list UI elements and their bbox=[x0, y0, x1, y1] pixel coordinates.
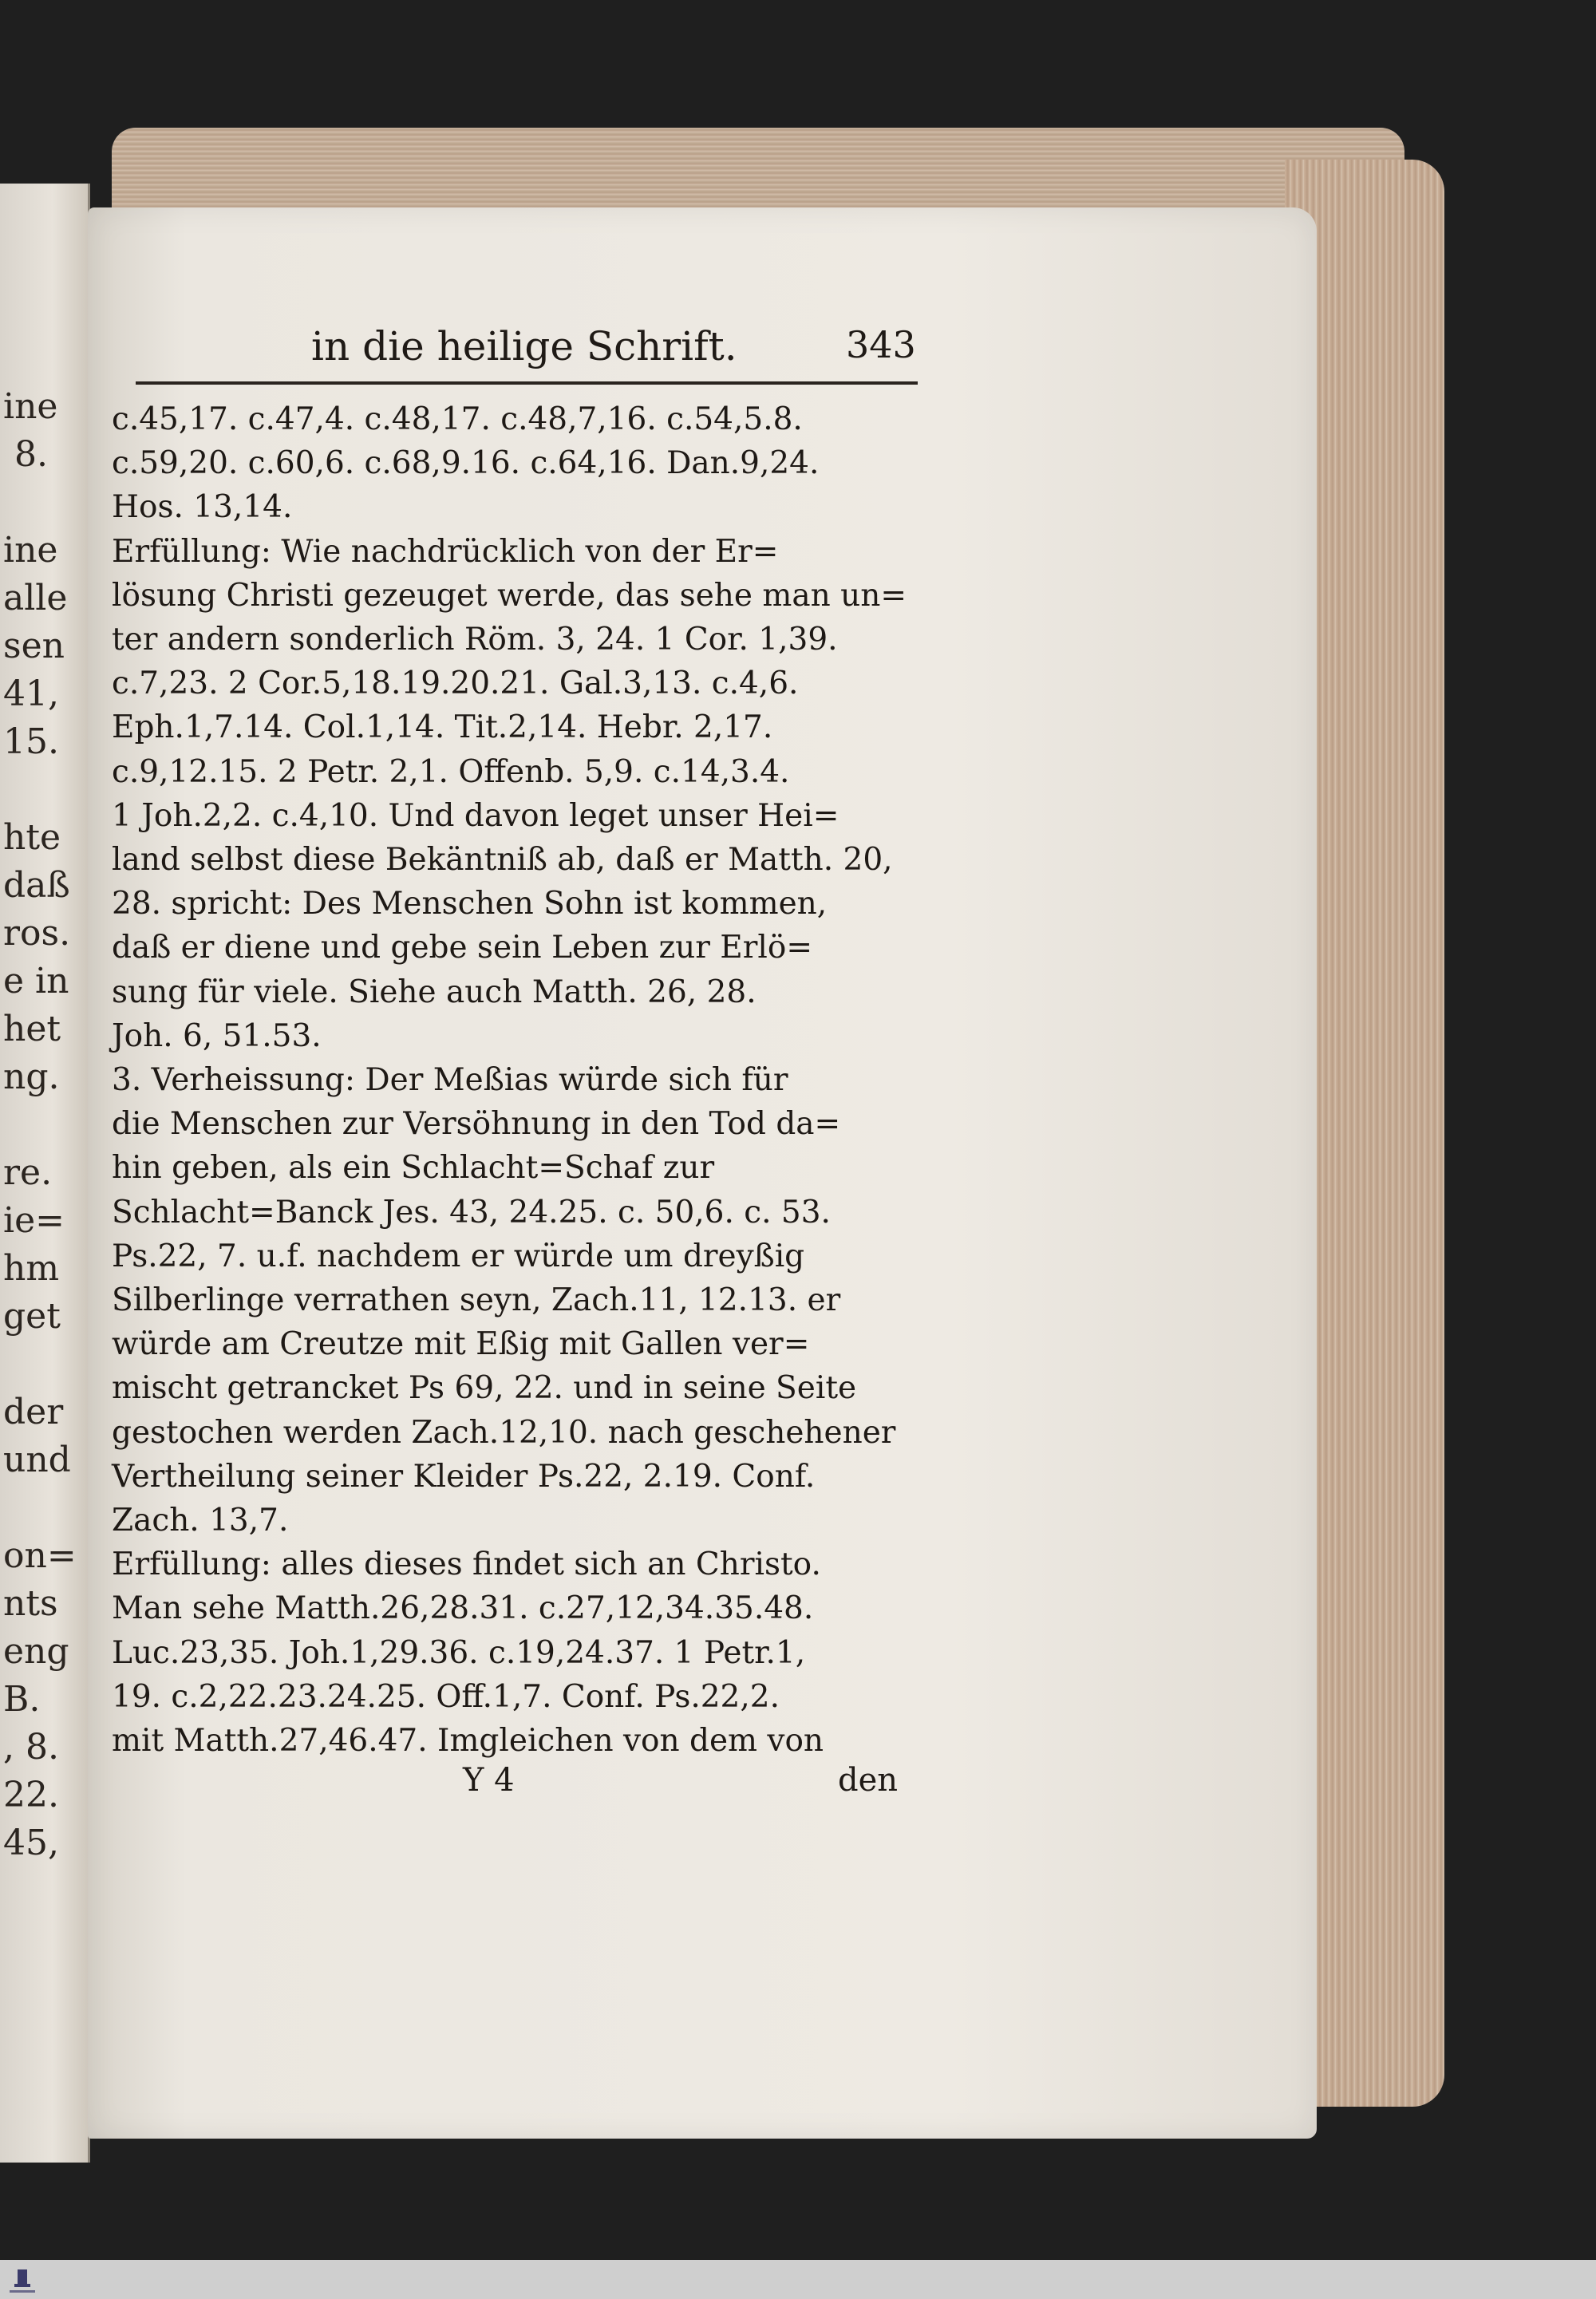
page-number: 343 bbox=[846, 323, 916, 366]
running-title: in die heilige Schrift. bbox=[311, 323, 737, 369]
page-footer bbox=[112, 1762, 910, 1810]
left-page-fragment bbox=[0, 1341, 88, 1388]
text-line: gestochen werden Zach.12,10. nach geschehener bbox=[112, 1414, 896, 1451]
left-page-fragment: , 8. bbox=[3, 1727, 59, 1768]
left-page-fragment: hte bbox=[3, 817, 61, 858]
viewer-bottom-bar bbox=[0, 2260, 1596, 2299]
left-page-fragment: re. bbox=[3, 1152, 53, 1193]
text-line: c.9,12.15. 2 Petr. 2,1. Offenb. 5,9. c.14,3.4. bbox=[112, 753, 790, 790]
left-page-fragment: daß bbox=[3, 865, 70, 906]
text-line: Silberlinge verrathen seyn, Zach.11, 12.13. er bbox=[112, 1282, 841, 1319]
text-line: c.45,17. c.47,4. c.48,17. c.48,7,16. c.54,5.8. bbox=[112, 401, 803, 437]
left-page-fragment: 45, bbox=[3, 1823, 59, 1863]
text-line: 1 Joh.2,2. c.4,10. Und davon leget unser Hei= bbox=[112, 797, 839, 834]
text-line: sung für viele. Siehe auch Matth. 26, 28. bbox=[112, 974, 757, 1010]
left-page-fragment: 15. bbox=[3, 721, 59, 762]
left-page-fragment: ros. bbox=[3, 913, 71, 954]
text-line: lösung Christi gezeuget werde, das sehe man un= bbox=[112, 577, 907, 614]
text-line: 3. Verheissung: Der Meßias würde sich für bbox=[112, 1062, 788, 1099]
left-page-fragment bbox=[0, 1101, 88, 1149]
text-line: die Menschen zur Versöhnung in den Tod da= bbox=[112, 1106, 841, 1143]
left-page-fragment: ine bbox=[3, 530, 58, 571]
left-page-fragment: ng. bbox=[3, 1057, 60, 1097]
left-page-fragments bbox=[0, 184, 88, 1867]
text-line: würde am Creutze mit Eßig mit Gallen ver= bbox=[112, 1326, 810, 1363]
text-line: Vertheilung seiner Kleider Ps.22, 2.19. Conf. bbox=[112, 1458, 816, 1495]
text-line: Schlacht=Banck Jes. 43, 24.25. c. 50,6. c. 53. bbox=[112, 1194, 831, 1230]
catchword: den bbox=[838, 1762, 899, 1799]
text-line: mit Matth.27,46.47. Imgleichen von dem von bbox=[112, 1723, 824, 1760]
left-page-fragment: sen bbox=[3, 626, 65, 666]
signature-mark: Y 4 bbox=[463, 1762, 515, 1799]
left-page-fragment: 41, bbox=[3, 674, 59, 714]
left-page-fragment: get bbox=[3, 1296, 61, 1337]
running-header bbox=[136, 323, 918, 387]
left-page-fragment: ine bbox=[3, 386, 58, 427]
left-page-fragment: nts bbox=[3, 1583, 58, 1624]
left-page-fragment: on= bbox=[3, 1535, 77, 1576]
text-line: c.59,20. c.60,6. c.68,9.16. c.64,16. Dan.9,24. bbox=[112, 445, 820, 482]
left-page-fragment: der bbox=[3, 1392, 64, 1432]
header-rule bbox=[136, 381, 918, 385]
text-line: Erfüllung: alles dieses findet sich an Christo. bbox=[112, 1546, 821, 1583]
left-page-fragment: und bbox=[3, 1440, 71, 1480]
body-text bbox=[112, 397, 934, 1763]
text-line: Joh. 6, 51.53. bbox=[112, 1017, 322, 1054]
left-page-strip bbox=[0, 184, 90, 2163]
text-line: ter andern sonderlich Röm. 3, 24. 1 Cor. 1,39. bbox=[112, 622, 838, 658]
text-line: 28. spricht: Des Menschen Sohn ist kommen, bbox=[112, 886, 828, 922]
text-line: c.7,23. 2 Cor.5,18.19.20.21. Gal.3,13. c.4,6. bbox=[112, 666, 799, 702]
left-page-fragment: 8. bbox=[3, 434, 48, 475]
left-page-fragment: B. bbox=[3, 1679, 41, 1720]
left-page-fragment: hm bbox=[3, 1248, 60, 1289]
text-line: Eph.1,7.14. Col.1,14. Tit.2,14. Hebr. 2,17. bbox=[112, 709, 773, 746]
text-line: mischt getrancket Ps 69, 22. und in seine Seite bbox=[112, 1370, 857, 1407]
left-page-fragment: ie= bbox=[3, 1200, 65, 1241]
text-line: Man sehe Matth.26,28.31. c.27,12,34.35.48. bbox=[112, 1590, 814, 1627]
text-line: daß er diene und gebe sein Leben zur Erlö= bbox=[112, 930, 813, 966]
left-page-fragment bbox=[0, 1484, 88, 1532]
text-line: Hos. 13,14. bbox=[112, 489, 293, 526]
text-line: Luc.23,35. Joh.1,29.36. c.19,24.37. 1 Petr.1, bbox=[112, 1634, 806, 1671]
left-page-fragment: alle bbox=[3, 578, 68, 618]
text-line: Erfüllung: Wie nachdrücklich von der Er= bbox=[112, 533, 779, 570]
left-page-fragment: eng bbox=[3, 1631, 69, 1672]
text-line: 19. c.2,22.23.24.25. Off.1,7. Conf. Ps.22,2. bbox=[112, 1678, 780, 1715]
left-page-fragment bbox=[0, 479, 88, 527]
text-line: Ps.22, 7. u.f. nachdem er würde um dreyßig bbox=[112, 1238, 805, 1274]
left-page-fragment: 22. bbox=[3, 1775, 59, 1815]
text-line: hin geben, als ein Schlacht=Schaf zur bbox=[112, 1150, 715, 1187]
left-page-fragment: e in bbox=[3, 961, 69, 1001]
text-line: land selbst diese Bekäntniß ab, daß er Matth. 20, bbox=[112, 842, 893, 879]
text-line: Zach. 13,7. bbox=[112, 1503, 289, 1539]
left-page-fragment bbox=[0, 766, 88, 814]
library-logo-icon bbox=[6, 2266, 38, 2295]
left-page-fragment: het bbox=[3, 1009, 61, 1049]
